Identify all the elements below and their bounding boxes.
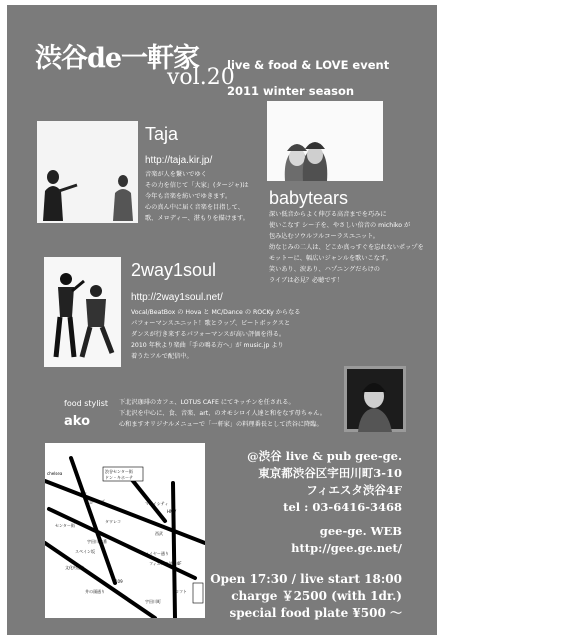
venue-map <box>45 443 205 618</box>
event-season: 2011 winter season <box>227 84 355 98</box>
map-label: スペイン坂 <box>75 549 95 554</box>
venue-web-url[interactable]: http://gee.ge.net/ <box>291 541 402 555</box>
2way1soul-description <box>131 307 300 362</box>
babytears-desc-line: ライブは必見？必聴です！ <box>269 277 343 284</box>
taja-desc-line: 音楽が人を繋いでゆく <box>145 171 207 178</box>
taja-desc-line: その力を信じて「大家」(タージャ)は <box>145 182 249 189</box>
map-label: 渋谷センター街 <box>105 469 133 474</box>
charge: charge ￥2500 (with 1dr.) <box>231 589 402 603</box>
taja-desc-line: 今年も音楽を紡いでゆきます。 <box>145 193 232 200</box>
map-label: 109 <box>115 579 123 584</box>
food-desc-line: 心和ますオリジナルメニューで「一軒家」の料理番長として渋谷に降臨。 <box>119 421 323 428</box>
map-label: マルイシティ <box>145 501 169 506</box>
event-tagline: live & food & LOVE event <box>227 58 390 72</box>
taja-desc-line: 心の真ん中に届く音楽を目指して、 <box>145 204 244 211</box>
babytears-desc-line: 使いこなす シー子を、やさしい倍音の michiko が <box>269 222 411 229</box>
babytears-desc-line: 笑いあり、涙あり、ハプニングだらけの <box>269 266 380 273</box>
map-label: タワレコ <box>105 519 121 524</box>
taja-name: Taja <box>145 124 179 144</box>
food-stylist-name: ako <box>64 414 90 429</box>
map-label: 西武 <box>155 531 163 536</box>
2way1soul-url[interactable]: http://2way1soul.net/ <box>131 292 223 303</box>
map-label: HMV <box>167 509 177 514</box>
special-food: special food plate ¥500 ～ <box>229 606 402 620</box>
2way1soul-desc-line: 2010 年秋より楽曲「手の鳴る方へ」が music.jp より <box>131 342 284 349</box>
map-label: 宇田川交番 <box>87 539 107 544</box>
venue-tel[interactable]: tel : 03-6416-3468 <box>283 500 402 514</box>
babytears-photo <box>267 101 383 181</box>
babytears-desc-line: 幼なじみの二人は、どこか真っすぐを忘れないポップを <box>269 244 424 251</box>
2way1soul-desc-line: 着うたフルで配信中。 <box>131 353 193 360</box>
map-label: ドン・キホーテ <box>105 475 133 480</box>
taja-description <box>145 169 249 224</box>
map-label: ファイヤー通り <box>141 551 169 556</box>
taja-desc-line: 歌、メロディー、湛もりを描けます。 <box>145 215 249 222</box>
2way1soul-name: 2way1soul <box>131 260 217 280</box>
map-label: chelsea <box>47 471 63 476</box>
venue-info <box>223 448 402 516</box>
babytears-desc-line: 包み込むソウルフルコーラスユニット。 <box>269 233 379 240</box>
food-desc-line: 下北沢を中心に、食、音楽、art、のオモシロイ人達と和をなす母ちゃん。 <box>119 410 326 417</box>
babytears-name: babytears <box>269 188 349 208</box>
ako-photo <box>344 366 406 432</box>
map-label: 宇田川町 <box>145 599 161 604</box>
map-label: 井の頭通り <box>85 589 105 594</box>
taja-photo <box>37 121 138 223</box>
taja-url[interactable]: http://taja.kir.jp/ <box>145 155 213 166</box>
venue-name: @渋谷 live & pub gee-ge. <box>247 449 402 463</box>
babytears-desc-line: モットーに、幅広いジャンルを歌いこなす。 <box>269 255 392 262</box>
food-stylist-description <box>119 397 326 430</box>
2way1soul-desc-line: Vocal/BeatBox の Hova と MC/Dance の ROCKy からなる <box>131 309 301 316</box>
venue-web-label: gee-ge. WEB <box>319 524 402 538</box>
flyer-title: 渋谷de一軒家 <box>35 43 200 74</box>
map-label: パルコ <box>75 491 87 496</box>
map-label: センター街 <box>55 523 75 528</box>
map-label: 東急ハンズ <box>85 499 105 504</box>
open-time: Open 17:30 / live start 18:00 <box>210 572 402 586</box>
event-schedule <box>207 571 402 622</box>
venue-address-1: 東京都渋谷区宇田川町3-10 <box>258 466 402 480</box>
food-stylist-label: food stylist <box>64 399 109 408</box>
2way1soul-desc-line: ダンスが行き来するパフォーマンスが高い評価を得る。 <box>131 331 286 338</box>
venue-address-2: フィエスタ渋谷4F <box>306 483 402 497</box>
flyer <box>7 5 437 635</box>
babytears-desc-line: 深い低音からよく伸びる高音までを巧みに <box>269 211 387 218</box>
2way1soul-photo <box>44 257 121 367</box>
venue-web <box>223 523 402 557</box>
map-label: ロフト <box>175 589 187 594</box>
volume-number: vol.20 <box>167 65 235 90</box>
2way1soul-desc-line: パフォーマンスユニット！歌とラップ、ビートボックスと <box>131 320 291 327</box>
map-label: フィエスタ渋谷4F <box>149 561 182 566</box>
map-label: 文化村通り <box>65 565 85 570</box>
babytears-description <box>269 209 424 286</box>
food-desc-line: 下北沢珈琲のカフェ、LOTUS CAFE にてキッチンを任される。 <box>119 399 295 406</box>
